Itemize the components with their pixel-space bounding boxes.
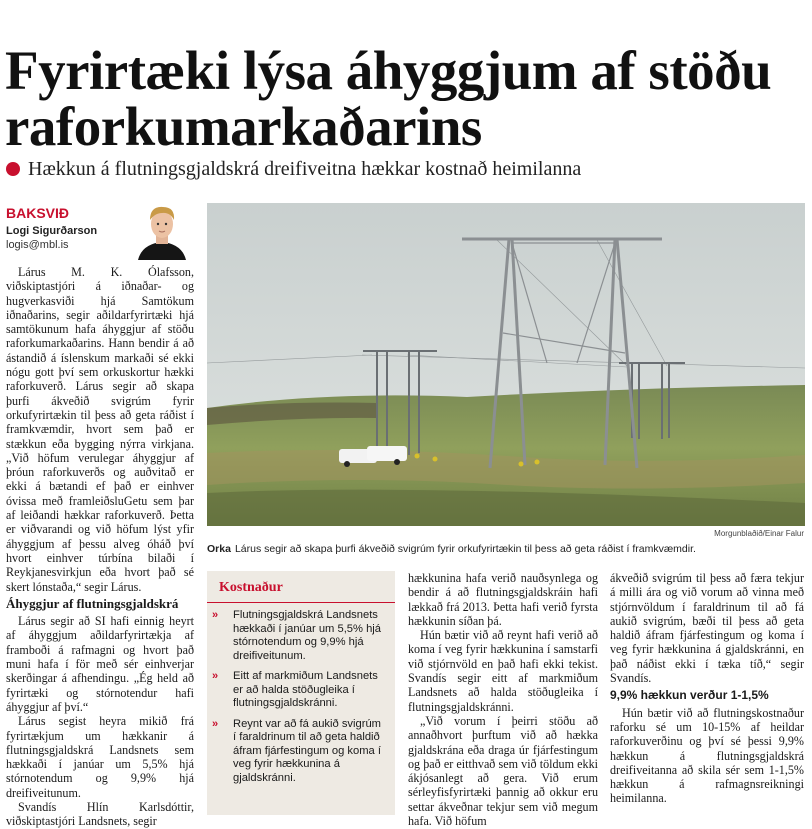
paragraph: Lárus M. K. Ólafsson, viðskiptastjóri á iðnaðar- og hugverkasviði hjá Samtökum iðnaðarins, segir aðildarfyrirtæki hjá samtökunum hafa áhyggjur af stöðu raforkumarkaðarins. Hann bendir á að ástandið á íslenskum markaði sé ekki nógu gott því sem orkuskortur hækki raforkuverð. Lárus segir að skapa þurfi ákveðið svigrúm fyrir orkufyrirtækin til þess að geta ráðist í framkvæmdir, hvort sem það er stækkun eða bygging nýrra virkjana. „Við höfum verulegar áhyggjur af þróun raforkuverðs og auðvitað er ekki á bætandi ef það er einhver óvissa með framleiðsluGetu sem þar af leiðandi hækkar raforkuverð. Þetta er viðvarandi og við höfum lýst yfir áhyggjum af þessu alveg óháð því hvort einhver túrbína bilaði í Reykjanesvirkjun eða hvort það sé skert lónstaða,“ segir Lárus. xyxy=(6,265,194,594)
photo-caption xyxy=(207,543,805,555)
subheading: 9,9% hækkun verður 1-1,5% xyxy=(610,688,769,703)
paragraph: Hún bætir við að flutningskostnaður raforku sé um 10-15% af heildar raforkuverðinu og því sé þessi 9,9% hækkun á flutningsgjaldskrá dreifiveitanna að skila sér sem 1-1,5% hækkun á rafmagnsreikningi heimilanna. xyxy=(610,705,804,806)
column-3 xyxy=(408,571,598,828)
factbox-title: Kostnaður xyxy=(219,580,283,595)
paragraph: Lárus segir að SI hafi einnig heyrt af áhyggjum aðildarfyrirtækja af framboði á rafmagni og hvort það muni hafa í för með sér einhverjar skerðingar á afhendingu. „Ég held að fyrirtæki og stórnotendur hafi áhyggjur af því.“ xyxy=(6,614,194,714)
paragraph: ákveðið svigrúm til þess að færa tekjur á milli ára og við vorum að vinna með stjórnvöldum í faraldrinum til að fá aukið svigrúm, bæði til þess að geta haldið áfram fjárfestingum og koma í veg fyrir hækkunina á gjaldskránni, en það náðist ekki í tæka tíð,“ segir Svandís. xyxy=(610,571,804,686)
chevron-right-icon: » xyxy=(212,717,217,730)
paragraph: „Við vorum í þeirri stöðu að annaðhvort þurftum við að hækka gjaldskrána eða draga úr fjárfestingum og það er eitthvað sem við töldum ekki ákjósanlegt að gera. Við erum sérleyfisfyrirtæki þannig að okkur eru settar ákveðnar tekjur sem við megum hafa. Við höfum xyxy=(408,713,598,829)
chevron-right-icon: » xyxy=(212,609,217,621)
column-4 xyxy=(610,571,804,806)
subheadline-text: Hækkun á flutningsgjaldskrá dreifiveitna hækkar kostnað heimilanna xyxy=(28,158,582,180)
paragraph: Lárus segist heyra mikið frá fyrirtækjum um hækkanir á flutningsgjaldskrá Landsnets sem hækkaði í janúar um 5,5% hjá stórnotendum og 9,9% hjá dreifiveitunum. xyxy=(6,714,194,800)
chevron-right-icon: » xyxy=(212,670,217,682)
paragraph: Svandís Hlín Karlsdóttir, viðskiptastjóri Landsnets, segir xyxy=(6,799,194,829)
kicker: BAKSVIÐ xyxy=(6,205,70,221)
photo-power-lines xyxy=(207,203,805,526)
caption-text: Lárus segir að skapa þurfi ákveðið svigrúm fyrir orkufyrirtækin til þess að geta ráðist í framkvæmdir. xyxy=(234,543,696,555)
paragraph: Hún bætir við að reynt hafi verið að koma í veg fyrir hækkunina í samstarfi við stjórnvöld en það hafi ekki tekist. Svandís segir eitt af markmiðum Landsnets að halda stöðugleika í flutningsgjaldskránni. xyxy=(408,628,598,714)
factbox-item: » Reynt var að fá aukið svigrúm í faraldrinum til að geta haldið áfram fjárfestingum og koma í veg fyrir hækkunina á gjaldskránni. xyxy=(212,717,381,784)
subheading: Áhyggjur af flutningsgjaldskrá xyxy=(6,595,179,611)
column-1 xyxy=(6,265,194,829)
factbox-item: » Eitt af markmiðum Landsnets er að halda stöðugleika í flutningsgjaldskránni. xyxy=(212,670,378,709)
factbox-divider xyxy=(207,602,395,603)
caption-lead: Orka xyxy=(207,543,231,555)
subheadline xyxy=(6,158,581,181)
photo-credit: Morgunblaðið/Einar Falur xyxy=(714,529,804,538)
factbox xyxy=(207,571,395,815)
red-dot-icon xyxy=(6,162,20,176)
author-name: Logi Sigurðarson xyxy=(6,225,98,237)
headline: Fyrirtæki lýsa áhyggjum af stöðu raforkumarkaðarins xyxy=(5,39,772,157)
author-portrait xyxy=(128,200,196,260)
factbox-item: » Flutningsgjaldskrá Landsnets hækkaði í janúar um 5,5% hjá stórnotendum og 9,9% hjá dreifiveitunum. xyxy=(212,609,382,662)
paragraph: hækkunina hafa verið nauðsynlega og bendir á að flutningsgjaldskráin hafi lækkað frá 2013. Þetta hafi verið fyrsta hækkunin síðan þá. xyxy=(408,571,598,628)
author-email[interactable]: logis@mbl.is xyxy=(6,239,69,251)
